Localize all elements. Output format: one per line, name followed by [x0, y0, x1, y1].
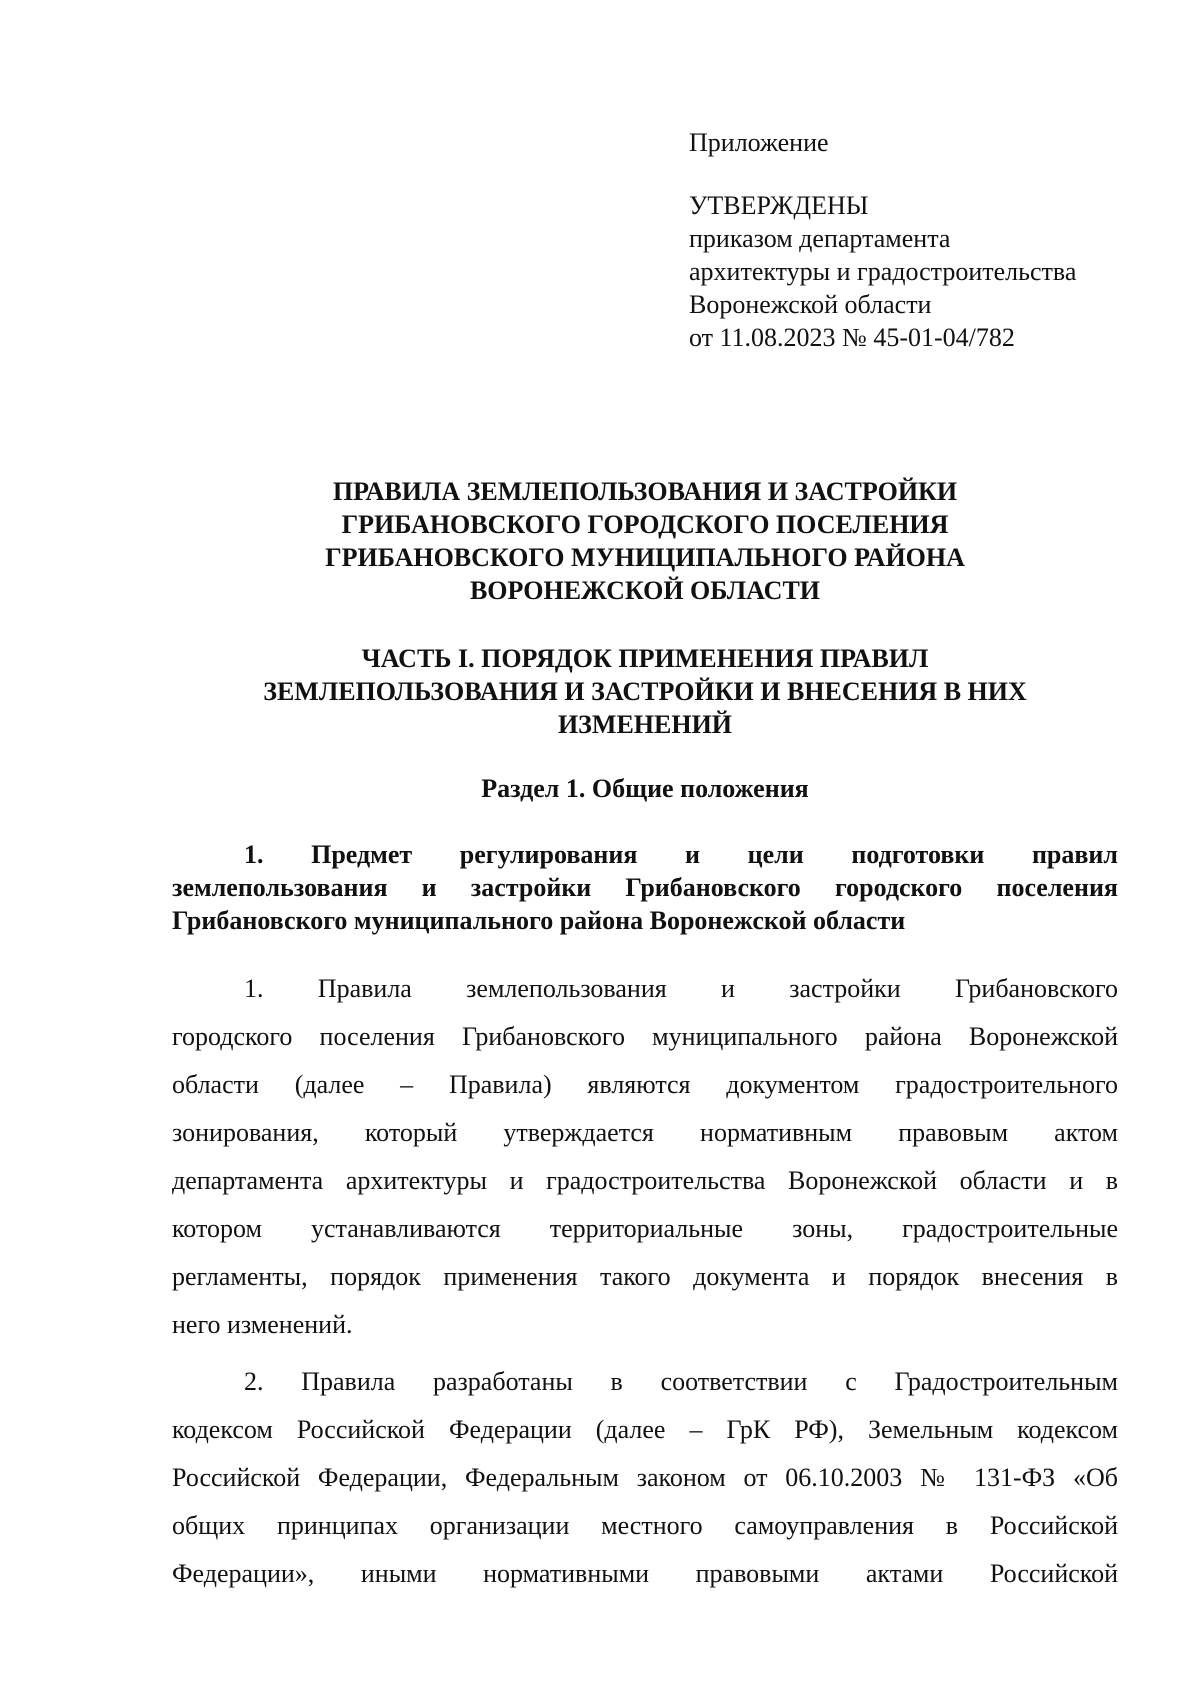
approval-order-number: от 11.08.2023 № 45-01-04/782	[689, 323, 1015, 352]
document-title-line: ПРАВИЛА ЗЕМЛЕПОЛЬЗОВАНИЯ И ЗАСТРОЙКИ	[332, 477, 958, 506]
paragraph-line: кодексом Российской Федерации (далее – ГрК РФ), Земельным кодексом	[172, 1415, 1118, 1444]
part-title-line: ЗЕМЛЕПОЛЬЗОВАНИЯ И ЗАСТРОЙКИ И ВНЕСЕНИЯ В НИХ	[263, 677, 1027, 706]
paragraph-line: регламенты, порядок применения такого документа и порядок внесения в	[172, 1262, 1118, 1291]
clause-heading-line: 1. Предмет регулирования и цели подготовки правил	[244, 840, 1118, 869]
paragraph-2	[172, 1358, 1118, 1598]
document-title	[170, 475, 1120, 607]
clause-heading-line: землепользования и застройки Грибановского городского поселения	[172, 873, 1118, 902]
document-title-line: ГРИБАНОВСКОГО ГОРОДСКОГО ПОСЕЛЕНИЯ	[341, 510, 949, 539]
paragraph-line: департамента архитектуры и градостроительства Воронежской области и в	[172, 1166, 1118, 1195]
document-title-line: ГРИБАНОВСКОГО МУНИЦИПАЛЬНОГО РАЙОНА	[325, 543, 965, 572]
paragraph-line: Федерации», иными нормативными правовыми актами Российской	[172, 1559, 1118, 1588]
approved-label: УТВЕРЖДЕНЫ	[689, 191, 869, 220]
part-title	[170, 642, 1120, 741]
approval-block	[689, 126, 1169, 354]
section-title	[170, 772, 1120, 805]
paragraph-1	[172, 965, 1118, 1349]
section-title-text: Раздел 1. Общие положения	[481, 774, 809, 803]
approval-region-line: Воронежской области	[689, 290, 932, 319]
paragraph-line: 2. Правила разработаны в соответствии с Градостроительным	[244, 1367, 1118, 1396]
paragraph-line: Российской Федерации, Федеральным законом от 06.10.2003 № 131-ФЗ «Об	[172, 1463, 1118, 1492]
paragraph-line: 1. Правила землепользования и застройки Грибановского	[244, 974, 1118, 1003]
paragraph-line: него изменений.	[172, 1310, 353, 1339]
paragraph-line: зонирования, который утверждается нормативным правовым актом	[172, 1118, 1118, 1147]
appendix-label: Приложение	[689, 128, 829, 157]
part-title-line: ИЗМЕНЕНИЙ	[557, 710, 733, 739]
clause-heading-line: Грибановского муниципального района Воронежской области	[172, 906, 906, 935]
approval-order-line: приказом департамента	[689, 224, 951, 253]
part-title-line: ЧАСТЬ I. ПОРЯДОК ПРИМЕНЕНИЯ ПРАВИЛ	[361, 644, 929, 673]
paragraph-line: области (далее – Правила) являются документом градостроительного	[172, 1070, 1118, 1099]
document-title-line: ВОРОНЕЖСКОЙ ОБЛАСТИ	[469, 576, 821, 605]
paragraph-line: общих принципах организации местного самоуправления в Российской	[172, 1511, 1118, 1540]
clause-heading	[172, 838, 1118, 937]
paragraph-line: котором устанавливаются территориальные зоны, градостроительные	[172, 1214, 1118, 1243]
approval-department-line: архитектуры и градостроительства	[689, 257, 1077, 286]
paragraph-line: городского поселения Грибановского муниципального района Воронежской	[172, 1022, 1118, 1051]
